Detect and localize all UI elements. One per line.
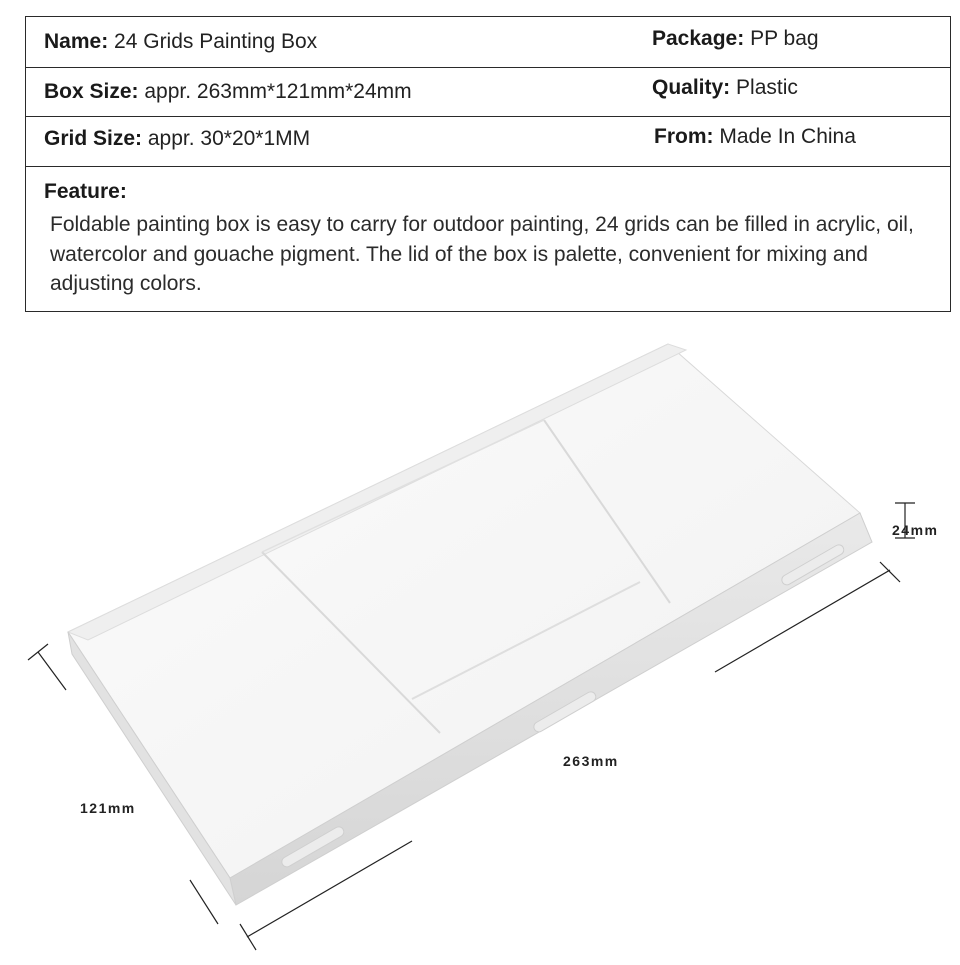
product-image: [0, 320, 960, 960]
height-label: 24mm: [892, 522, 939, 538]
spec-name-label: Name:: [44, 30, 109, 53]
spec-name: [44, 30, 317, 54]
spec-package: [652, 27, 819, 51]
spec-row-name: [26, 17, 950, 68]
spec-box-size: [44, 80, 412, 104]
feature-section: [26, 166, 950, 311]
spec-package-label: Package:: [652, 27, 745, 50]
length-label: 263mm: [563, 753, 619, 769]
spec-name-value: 24 Grids Painting Box: [108, 30, 318, 53]
spec-box-size-value: appr. 263mm*121mm*24mm: [138, 80, 412, 103]
spec-quality: [652, 76, 798, 100]
spec-grid-size-value: appr. 30*20*1MM: [142, 127, 311, 150]
width-dimension: [28, 644, 66, 690]
spec-row-grid-size: [26, 116, 950, 167]
spec-from-label: From:: [654, 125, 714, 148]
spec-table: [25, 16, 951, 312]
spec-from-value: Made In China: [713, 125, 856, 148]
spec-row-box-size: [26, 67, 950, 117]
spec-grid-size: [44, 127, 310, 151]
feature-text: Foldable painting box is easy to carry for outdoor painting, 24 grids can be filled in acrylic, oil, watercolor and gouache pigment. The lid of the box is palette, convenient for mixing and adjusting colors.: [50, 213, 914, 295]
spec-quality-value: Plastic: [730, 76, 798, 99]
feature-label: Feature:: [44, 180, 127, 203]
width-label: 121mm: [80, 800, 136, 816]
spec-from: [654, 125, 856, 149]
spec-grid-size-label: Grid Size:: [44, 127, 143, 150]
spec-quality-label: Quality:: [652, 76, 731, 99]
spec-box-size-label: Box Size:: [44, 80, 139, 103]
painting-box-illustration: [0, 320, 960, 960]
spec-package-value: PP bag: [744, 27, 819, 50]
